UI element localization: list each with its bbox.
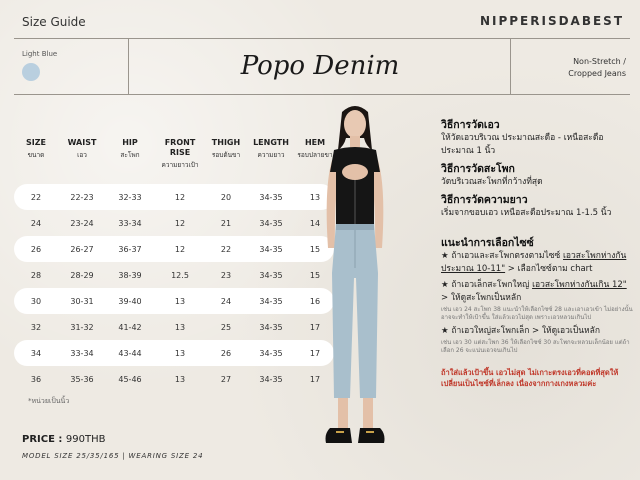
tip-3: ★ ถ้าเอวใหญ่สะโพกเล็ก > ให้ดูเอวเป็นหลัก <box>441 326 601 336</box>
tip-3-note: เช่น เอว 30 แต่สะโพก 36 ให้เลือกไซซ์ 30 สะโพกจะหลวมเล็กน้อย แต่ถ้าเลือก 26 จะแน่นเอวจนเกินไป <box>441 339 630 354</box>
cell-front-rise: 12 <box>174 192 186 202</box>
tip-1: ★ ถ้าเอวและสะโพกตรงตามไซซ์ เอวสะโพกห่างกันประมาณ 10-11" > เลือกไซซ์ตาม chart <box>441 251 627 274</box>
cell-length: 34-35 <box>259 374 283 384</box>
cell-front-rise: 13 <box>174 322 186 332</box>
cell-size: 28 <box>30 270 42 280</box>
cell-hem: 17 <box>309 348 321 358</box>
color-swatch <box>22 63 40 81</box>
cell-hem: 14 <box>309 218 321 228</box>
divider-header-bottom <box>14 94 630 95</box>
cell-front-rise: 13 <box>174 296 186 306</box>
cell-length: 34-35 <box>259 218 283 228</box>
cell-hip: 41-42 <box>118 322 142 332</box>
cell-thigh: 20 <box>220 192 232 202</box>
cell-hip: 45-46 <box>118 374 142 384</box>
color-name: Light Blue <box>22 50 58 58</box>
cell-length: 34-35 <box>259 348 283 358</box>
cell-thigh: 22 <box>220 244 232 254</box>
cell-hem: 13 <box>309 192 321 202</box>
cell-length: 34-35 <box>259 244 283 254</box>
price-label: PRICE : <box>22 434 63 445</box>
header-length: LENGTH ความยาว <box>253 138 289 159</box>
cell-waist: 28-29 <box>70 270 94 280</box>
price-value: 990THB <box>65 434 106 445</box>
fit-line-2: Cropped Jeans <box>568 69 626 78</box>
cell-waist: 33-34 <box>70 348 94 358</box>
cell-size: 36 <box>30 374 42 384</box>
cell-waist: 35-36 <box>70 374 94 384</box>
model-size-info: MODEL SIZE 25/35/165 | WEARING SIZE 24 <box>22 452 204 460</box>
cell-size: 22 <box>30 192 42 202</box>
cell-front-rise: 13 <box>174 374 186 384</box>
header-hip: HIP สะโพก <box>120 138 140 159</box>
cell-thigh: 26 <box>220 348 232 358</box>
cell-front-rise: 12 <box>174 244 186 254</box>
model-photo <box>280 98 430 468</box>
cell-hem: 17 <box>309 374 321 384</box>
cell-length: 34-35 <box>259 296 283 306</box>
waist-text: ให้วัดเอวบริเวณ ประมาณสะดือ - เหนือสะดือ ประมาณ 1 นิ้ว <box>441 133 604 156</box>
length-title: วิธีการวัดความยาว <box>441 194 528 206</box>
hip-text: วัดบริเวณสะโพกที่กว้างที่สุด <box>441 177 543 187</box>
tip-2-note: เช่น เอว 24 สะโพก 38 แนะนำให้เลือกไซซ์ 28 และเอาเอวเข้า ไม่อย่างนั้นอาจจะทำให้เป้าขึ้น ใส่แล้วเอวไม่สุด เพราะเอวหลวมเกินไป <box>441 306 633 321</box>
cell-size: 34 <box>30 348 42 358</box>
cell-size: 32 <box>30 322 42 332</box>
cell-thigh: 24 <box>220 296 232 306</box>
brand-name: NIPPERISDABEST <box>479 14 624 28</box>
cell-size: 26 <box>30 244 42 254</box>
cell-length: 34-35 <box>259 270 283 280</box>
cell-length: 34-35 <box>259 322 283 332</box>
header-hem: HEM รอบปลายขา <box>297 138 333 159</box>
cell-size: 24 <box>30 218 42 228</box>
header-waist: WAIST เอว <box>67 138 97 159</box>
header-size: SIZE ขนาด <box>25 138 46 159</box>
cell-hip: 43-44 <box>118 348 142 358</box>
header-front-rise: FRONT RISE ความยาวเป้า <box>161 138 199 169</box>
unit-note: *หน่วยเป็นนิ้ว <box>28 397 70 405</box>
header-thigh: THIGH รอบต้นขา <box>211 138 241 159</box>
cell-hip: 39-40 <box>118 296 142 306</box>
cell-size: 30 <box>30 296 42 306</box>
divider-left <box>128 38 129 94</box>
cell-thigh: 27 <box>220 374 232 384</box>
cell-thigh: 23 <box>220 270 232 280</box>
cell-waist: 30-31 <box>70 296 94 306</box>
cell-hem: 15 <box>309 270 321 280</box>
cell-thigh: 25 <box>220 322 232 332</box>
price <box>22 434 105 445</box>
divider-top <box>14 38 630 39</box>
cell-thigh: 21 <box>220 218 232 228</box>
cell-hem: 15 <box>309 244 321 254</box>
advice-title: แนะนำการเลือกไซซ์ <box>441 237 534 249</box>
cell-waist: 31-32 <box>70 322 94 332</box>
fit-line-1: Non-Stretch / <box>573 57 626 66</box>
length-text: เริ่มจากขอบเอว เหนือสะดือประมาณ 1-1.5 นิ้ว <box>441 208 612 218</box>
cell-waist: 22-23 <box>70 192 94 202</box>
tip-2: ★ ถ้าเอวเล็กสะโพกใหญ่ เอวสะโพกห่างกันเกิน 12" > ให้ดูสะโพกเป็นหลัก <box>441 280 627 303</box>
divider-right <box>510 38 511 94</box>
instructions-panel <box>441 118 633 389</box>
cell-hem: 16 <box>309 296 321 306</box>
warning-note: ถ้าใส่แล้วเป้าขึ้น เอวไม่สุด ไม่เกาะตรงเอวที่คอดที่สุดให้เปลี่ยนเป็นไซซ์ที่เล็กลง เนื่องจากกางเกงหลวมค่ะ <box>441 368 619 388</box>
product-title: Popo Denim <box>240 51 400 81</box>
size-guide-label: Size Guide <box>22 15 86 29</box>
cell-front-rise: 12.5 <box>171 270 189 280</box>
cell-front-rise: 13 <box>174 348 186 358</box>
cell-hip: 32-33 <box>118 192 142 202</box>
fit-description <box>516 56 626 80</box>
cell-hem: 17 <box>309 322 321 332</box>
cell-hip: 33-34 <box>118 218 142 228</box>
waist-title: วิธีการวัดเอว <box>441 119 500 131</box>
cell-hip: 36-37 <box>118 244 142 254</box>
cell-front-rise: 12 <box>174 218 186 228</box>
cell-hip: 38-39 <box>118 270 142 280</box>
cell-length: 34-35 <box>259 192 283 202</box>
cell-waist: 23-24 <box>70 218 94 228</box>
hip-title: วิธีการวัดสะโพก <box>441 163 515 175</box>
cell-waist: 26-27 <box>70 244 94 254</box>
